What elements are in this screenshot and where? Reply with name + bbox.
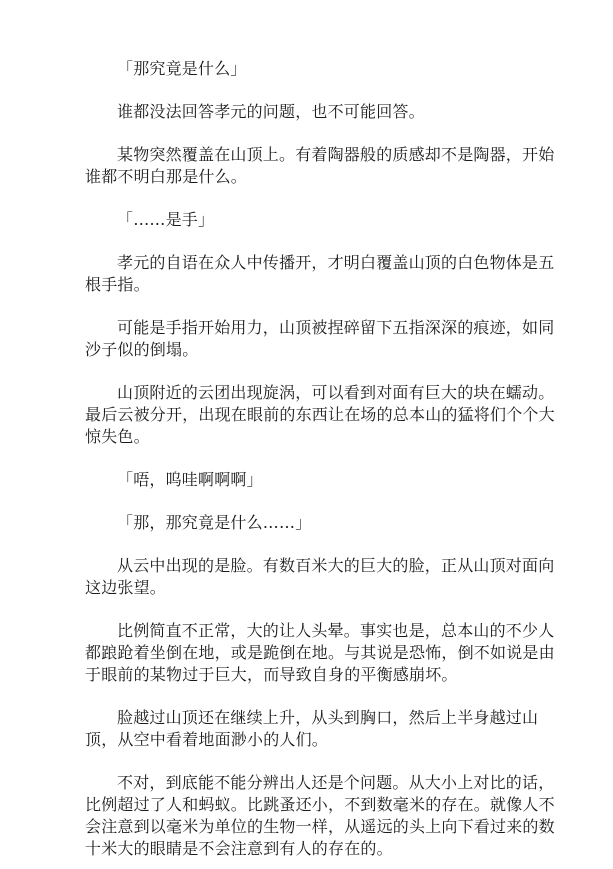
paragraph-9: 「那，那究竟是什么……」 — [117, 513, 312, 532]
paragraph-3: 某物突然覆盖在山顶上。有着陶器般的质感却不是陶器，开始谁都不明白那是什么。 — [85, 145, 555, 186]
paragraph-6: 可能是手指开始用力，山顶被捏碎留下五指深深的痕迹，如同沙子似的倒塌。 — [85, 318, 555, 359]
paragraph-1: 「那究竟是什么」 — [117, 59, 247, 78]
paragraph-4: 「……是手」 — [117, 210, 215, 229]
paragraph-2: 谁都没法回答孝元的问题，也不可能回答。 — [117, 102, 425, 121]
paragraph-10: 从云中出现的是脸。有数百米大的巨大的脸，正从山顶对面向这边张望。 — [85, 556, 555, 597]
paragraph-12: 脸越过山顶还在继续上升，从头到胸口，然后上半身越过山顶，从空中看着地面渺小的人们。 — [85, 708, 539, 749]
paragraph-11: 比例简直不正常，大的让人头晕。事实也是，总本山的不少人都踉跄着坐倒在地，或是跪倒在地。与其说是恐怖，倒不如说是由于眼前的某物过于巨大，而导致自身的平衡感崩坏。 — [85, 621, 555, 684]
paragraph-7: 山顶附近的云团出现旋涡，可以看到对面有巨大的块在蠕动。最后云被分开，出现在眼前的东西让在场的总本山的猛将们个个大惊失色。 — [85, 383, 555, 446]
paragraph-13: 不对，到底能不能分辨出人还是个问题。从大小上对比的话，比例超过了人和蚂蚁。比跳蚤还小，不到数毫米的存在。就像人不会注意到以毫米为单位的生物一样，从遥远的头上向下看过来的数十米大的眼睛是不会注意到有人的存在的。 — [85, 773, 555, 858]
paragraph-5: 孝元的自语在众人中传播开，才明白覆盖山顶的白色物体是五根手指。 — [85, 253, 555, 294]
paragraph-8: 「唔，呜哇啊啊啊」 — [117, 470, 263, 489]
